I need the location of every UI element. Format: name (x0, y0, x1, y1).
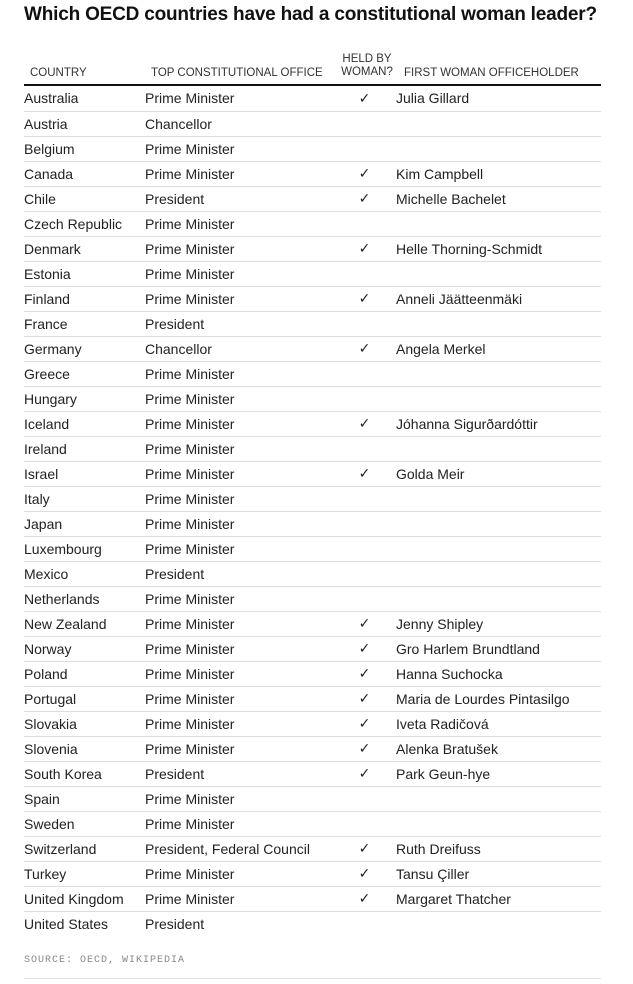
check-icon: ✓ (333, 711, 396, 736)
cell-office: Prime Minister (145, 886, 333, 911)
check-icon: ✓ (333, 411, 396, 436)
cell-country: Iceland (24, 411, 145, 436)
cell-country: Denmark (24, 236, 145, 261)
cell-held-empty (333, 786, 396, 811)
cell-country: Poland (24, 661, 145, 686)
check-icon: ✓ (333, 461, 396, 486)
cell-first-officeholder: Hanna Suchocka (396, 661, 601, 686)
cell-country: South Korea (24, 761, 145, 786)
table-row (24, 511, 601, 536)
column-header-office: TOP CONSTITUTIONAL OFFICE (151, 67, 323, 79)
cell-first-officeholder (396, 436, 601, 461)
table-row (24, 186, 601, 211)
cell-first-officeholder: Anneli Jäätteenmäki (396, 286, 601, 311)
cell-first-officeholder: Golda Meir (396, 461, 601, 486)
check-icon: ✓ (333, 86, 396, 111)
cell-country: New Zealand (24, 611, 145, 636)
check-icon: ✓ (333, 661, 396, 686)
cell-held-empty (333, 586, 396, 611)
cell-office: President (145, 311, 333, 336)
table-row (24, 486, 601, 511)
cell-country: Slovakia (24, 711, 145, 736)
check-icon: ✓ (333, 686, 396, 711)
cell-first-officeholder (396, 911, 601, 936)
cell-country: Czech Republic (24, 211, 145, 236)
cell-first-officeholder (396, 361, 601, 386)
check-icon: ✓ (333, 286, 396, 311)
cell-office: President, Federal Council (145, 836, 333, 861)
cell-first-officeholder (396, 786, 601, 811)
cell-country: United Kingdom (24, 886, 145, 911)
cell-office: Prime Minister (145, 586, 333, 611)
footer-rule (24, 978, 601, 979)
cell-country: Australia (24, 86, 145, 111)
table-row (24, 786, 601, 811)
check-icon: ✓ (333, 161, 396, 186)
table-row (24, 361, 601, 386)
cell-held-empty (333, 511, 396, 536)
cell-country: Netherlands (24, 586, 145, 611)
cell-country: Austria (24, 111, 145, 136)
check-icon: ✓ (333, 886, 396, 911)
column-header-held (340, 53, 394, 79)
cell-first-officeholder: Alenka Bratušek (396, 736, 601, 761)
table-row (24, 161, 601, 186)
cell-first-officeholder (396, 561, 601, 586)
cell-country: Portugal (24, 686, 145, 711)
cell-country: Hungary (24, 386, 145, 411)
cell-country: Switzerland (24, 836, 145, 861)
cell-first-officeholder (396, 386, 601, 411)
table-row (24, 611, 601, 636)
table-row (24, 86, 601, 111)
cell-country: Norway (24, 636, 145, 661)
check-icon: ✓ (333, 736, 396, 761)
table-row (24, 911, 601, 936)
chart-title: Which OECD countries have had a constitutional woman leader? (24, 4, 597, 25)
cell-office: Prime Minister (145, 211, 333, 236)
cell-office: Prime Minister (145, 811, 333, 836)
cell-country: Sweden (24, 811, 145, 836)
table-row (24, 111, 601, 136)
cell-country: Luxembourg (24, 536, 145, 561)
cell-office: Prime Minister (145, 161, 333, 186)
cell-office: Prime Minister (145, 536, 333, 561)
cell-office: Prime Minister (145, 236, 333, 261)
cell-country: Israel (24, 461, 145, 486)
cell-held-empty (333, 361, 396, 386)
cell-office: Chancellor (145, 111, 333, 136)
cell-first-officeholder: Iveta Radičová (396, 711, 601, 736)
cell-country: Estonia (24, 261, 145, 286)
cell-office: President (145, 761, 333, 786)
table-row (24, 336, 601, 361)
cell-office: Prime Minister (145, 461, 333, 486)
cell-office: Prime Minister (145, 436, 333, 461)
cell-country: Belgium (24, 136, 145, 161)
cell-first-officeholder: Margaret Thatcher (396, 886, 601, 911)
table-row (24, 661, 601, 686)
cell-office: Chancellor (145, 336, 333, 361)
cell-office: Prime Minister (145, 386, 333, 411)
cell-office: Prime Minister (145, 661, 333, 686)
check-icon: ✓ (333, 186, 396, 211)
check-icon: ✓ (333, 836, 396, 861)
data-table (24, 86, 601, 936)
cell-first-officeholder: Angela Merkel (396, 336, 601, 361)
cell-first-officeholder (396, 536, 601, 561)
table-row (24, 711, 601, 736)
cell-country: Slovenia (24, 736, 145, 761)
check-icon: ✓ (333, 236, 396, 261)
cell-first-officeholder (396, 261, 601, 286)
cell-country: Germany (24, 336, 145, 361)
cell-office: Prime Minister (145, 686, 333, 711)
cell-office: Prime Minister (145, 361, 333, 386)
cell-held-empty (333, 211, 396, 236)
column-header-country: COUNTRY (30, 67, 87, 79)
cell-office: Prime Minister (145, 736, 333, 761)
cell-first-officeholder: Helle Thorning-Schmidt (396, 236, 601, 261)
table-row (24, 636, 601, 661)
cell-held-empty (333, 811, 396, 836)
cell-held-empty (333, 311, 396, 336)
cell-office: Prime Minister (145, 861, 333, 886)
cell-office: Prime Minister (145, 786, 333, 811)
cell-office: Prime Minister (145, 486, 333, 511)
cell-first-officeholder (396, 311, 601, 336)
cell-held-empty (333, 111, 396, 136)
cell-first-officeholder (396, 486, 601, 511)
check-icon: ✓ (333, 336, 396, 361)
table-row (24, 561, 601, 586)
cell-first-officeholder (396, 111, 601, 136)
cell-office: President (145, 915, 205, 932)
cell-office: Prime Minister (145, 611, 333, 636)
cell-first-officeholder: Jóhanna Sigurðardóttir (396, 411, 601, 436)
cell-office: Prime Minister (145, 136, 333, 161)
table-row (24, 811, 601, 836)
cell-country: Japan (24, 511, 145, 536)
check-icon: ✓ (333, 761, 396, 786)
cell-country: Spain (24, 786, 145, 811)
cell-first-officeholder (396, 211, 601, 236)
cell-first-officeholder: Tansu Çiller (396, 861, 601, 886)
cell-country: France (24, 311, 145, 336)
table-row (24, 136, 601, 161)
table-row (24, 461, 601, 486)
check-icon: ✓ (333, 636, 396, 661)
table-row (24, 386, 601, 411)
cell-held-empty (333, 386, 396, 411)
cell-country: Finland (24, 286, 145, 311)
table-row (24, 436, 601, 461)
cell-office: Prime Minister (145, 636, 333, 661)
cell-office: President (145, 561, 333, 586)
cell-first-officeholder: Jenny Shipley (396, 611, 601, 636)
cell-office: Prime Minister (145, 261, 333, 286)
table-row (24, 211, 601, 236)
cell-office: Prime Minister (145, 511, 333, 536)
cell-first-officeholder (396, 586, 601, 611)
cell-office: Prime Minister (145, 711, 333, 736)
check-icon: ✓ (333, 861, 396, 886)
cell-country: Ireland (24, 436, 145, 461)
table-row (24, 861, 601, 886)
column-header-first: FIRST WOMAN OFFICEHOLDER (404, 67, 579, 79)
cell-country: Mexico (24, 561, 145, 586)
cell-first-officeholder (396, 811, 601, 836)
cell-country: Turkey (24, 861, 145, 886)
cell-held-empty (333, 436, 396, 461)
cell-held-empty (333, 561, 396, 586)
cell-first-officeholder: Michelle Bachelet (396, 186, 601, 211)
cell-held-empty (333, 136, 396, 161)
cell-held-empty (333, 261, 396, 286)
table-row (24, 311, 601, 336)
cell-first-officeholder: Ruth Dreifuss (396, 836, 601, 861)
table-row (24, 761, 601, 786)
table-row (24, 586, 601, 611)
cell-held-empty (333, 486, 396, 511)
cell-first-officeholder: Maria de Lourdes Pintasilgo (396, 686, 601, 711)
cell-first-officeholder: Gro Harlem Brundtland (396, 636, 601, 661)
cell-first-officeholder: Julia Gillard (396, 86, 601, 111)
cell-office: Prime Minister (145, 86, 333, 111)
source-note: SOURCE: OECD, WIKIPEDIA (24, 955, 186, 966)
check-icon: ✓ (333, 611, 396, 636)
cell-office: Prime Minister (145, 411, 333, 436)
cell-held-empty (333, 911, 396, 936)
table-row (24, 286, 601, 311)
cell-first-officeholder (396, 136, 601, 161)
cell-held-empty (333, 536, 396, 561)
cell-country: Chile (24, 186, 145, 211)
table-row (24, 886, 601, 911)
column-header-held-text: HELD BY WOMAN? (341, 53, 393, 78)
cell-office: President (145, 186, 333, 211)
cell-first-officeholder: Park Geun-hye (396, 761, 601, 786)
cell-country: United States (24, 915, 109, 932)
cell-first-officeholder: Kim Campbell (396, 161, 601, 186)
cell-country: Canada (24, 161, 145, 186)
table-row (24, 836, 601, 861)
table-row (24, 736, 601, 761)
table-row (24, 236, 601, 261)
cell-country: Italy (24, 486, 145, 511)
table-row (24, 261, 601, 286)
table-row (24, 536, 601, 561)
table-row (24, 686, 601, 711)
cell-country: Greece (24, 361, 145, 386)
cell-office: Prime Minister (145, 286, 333, 311)
table-row (24, 411, 601, 436)
cell-first-officeholder (396, 511, 601, 536)
